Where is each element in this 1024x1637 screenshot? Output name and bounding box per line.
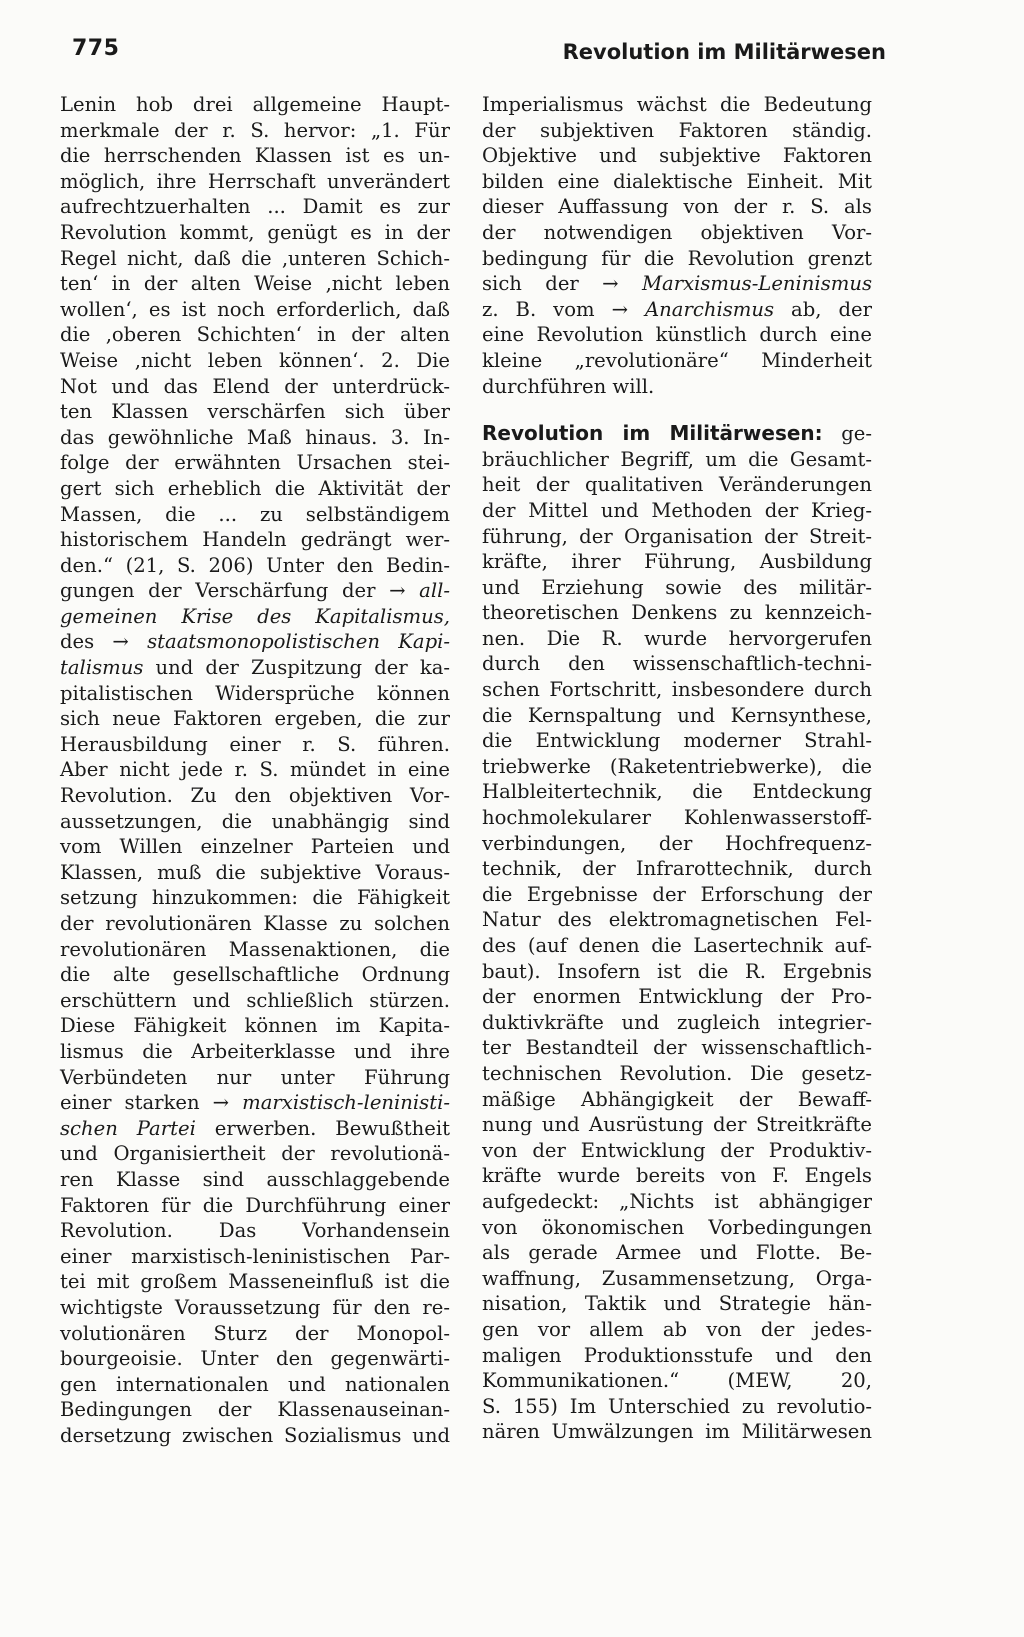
text-line: folge der erwähnten Ursachen stei- (60, 451, 450, 475)
text-line: aufgedeckt: „Nichts ist abhängiger (482, 1189, 872, 1213)
text-line (60, 604, 450, 630)
text-line: ten‘ in der alten Weise ‚nicht leben (60, 272, 450, 296)
text-line: ten Klassen verschärfen sich über (60, 400, 450, 424)
text-line: ter Bestandteil der wissenschaftlich- (482, 1036, 872, 1060)
text-line: Bedingungen der Klassenauseinan- (60, 1398, 450, 1422)
text-line: bedingung für die Revolution grenzt (482, 246, 872, 270)
text-line: duktivkräfte und zugleich integrier- (482, 1010, 872, 1034)
text-line: die Entwicklung moderner Strahl- (482, 729, 872, 753)
cross-reference: staatsmonopolistischen Kapi- (147, 630, 450, 654)
text-line: von ökonomischen Vorbedingungen (482, 1215, 872, 1239)
text-line: Kommunikationen.“ (MEW, 20, (482, 1369, 872, 1393)
text-line: durch den wissenschaftlich-techni- (482, 652, 872, 676)
text-line: die ‚oberen Schichten‘ in der alten (60, 323, 450, 347)
text-line: heit der qualitativen Veränderungen (482, 473, 872, 497)
text-line: mäßige Abhängigkeit der Bewaff- (482, 1087, 872, 1111)
text-line: baut). Insofern ist die R. Ergebnis (482, 959, 872, 983)
entry-first-line-rest: ge- (841, 422, 872, 446)
cross-reference: talismus (60, 656, 144, 680)
text-line: die Kernspaltung und Kernsynthese, (482, 703, 872, 727)
text-line: hochmolekularer Kohlenwasserstoff- (482, 806, 872, 830)
text-line: Revolution kommt, genügt es in der (60, 220, 450, 244)
text-line: kräfte, ihrer Führung, Ausbildung (482, 550, 872, 574)
running-head: Revolution im Militärwesen (562, 40, 886, 64)
text-line: Regel nicht, daß die ‚unteren Schich- (60, 246, 450, 270)
text-line: wollen‘, es ist noch erforderlich, daß (60, 297, 450, 321)
text-line: sich der → Marxismus-Leninismus (482, 272, 872, 296)
text-line: der subjektiven Faktoren ständig. (482, 118, 872, 142)
text-line: tei mit großem Masseneinfluß ist die (60, 1270, 450, 1294)
text-line: Massen, die ... zu selbständigem (60, 502, 450, 526)
cross-reference: gemeinen Krise des Kapitalismus, (60, 604, 450, 628)
text-line: talismus und der Zuspitzung der ka- (60, 656, 450, 680)
text-line: Aber nicht jede r. S. mündet in eine (60, 758, 450, 782)
text-line: das gewöhnliche Maß hinaus. 3. In- (60, 425, 450, 449)
text-line: erschüttern und schließlich stürzen. (60, 988, 450, 1012)
text-line: der enormen Entwicklung der Pro- (482, 985, 872, 1009)
text-line: einer starken → marxistisch-leninisti- (60, 1091, 450, 1115)
text-line: Verbündeten nur unter Führung (60, 1065, 450, 1089)
text-line: die Ergebnisse der Erforschung der (482, 882, 872, 906)
text-line: die herrschenden Klassen ist es un- (60, 144, 450, 168)
text-line: lismus die Arbeiterklasse und ihre (60, 1039, 450, 1063)
text-line: Klassen, muß die subjektive Voraus- (60, 860, 450, 884)
text-line: Weise ‚nicht leben können‘. 2. Die (60, 348, 450, 372)
text-line: Faktoren für die Durchführung einer (60, 1193, 450, 1217)
text-line: waffnung, Zusammensetzung, Orga- (482, 1266, 872, 1290)
text-line: Not und das Elend der unterdrück- (60, 374, 450, 398)
text-line: maligen Produktionsstufe und den (482, 1343, 872, 1367)
text-line: Natur des elektromagnetischen Fel- (482, 908, 872, 932)
text-line: dieser Auffassung von der r. S. als (482, 195, 872, 219)
text-line: eine Revolution künstlich durch eine (482, 323, 872, 347)
text-line: triebwerke (Raketentriebwerke), die (482, 754, 872, 778)
text-line: theoretischen Denkens zu kennzeich- (482, 601, 872, 625)
text-line: und Organisiertheit der revolutionä- (60, 1142, 450, 1166)
text-line: der notwendigen objektiven Vor- (482, 220, 872, 244)
cross-reference: all- (419, 579, 450, 603)
text-line: gungen der Verschärfung der → all- (60, 579, 450, 603)
paragraph-gap (482, 399, 872, 421)
text-line: der Mittel und Methoden der Krieg- (482, 498, 872, 522)
cross-reference: schen Partei (60, 1116, 196, 1140)
text-line: nung und Ausrüstung der Streitkräfte (482, 1113, 872, 1137)
text-line: Herausbildung einer r. S. führen. (60, 732, 450, 756)
text-line: z. B. vom → Anarchismus ab, der (482, 297, 872, 321)
text-line: führung, der Organisation der Streit- (482, 524, 872, 548)
text-line: kräfte wurde bereits von F. Engels (482, 1164, 872, 1188)
text-line: verbindungen, der Hochfrequenz- (482, 831, 872, 855)
text-line: und Erziehung sowie des militär- (482, 575, 872, 599)
text-line: schen Partei erwerben. Bewußtheit (60, 1116, 450, 1140)
text-line: Lenin hob drei allgemeine Haupt- (60, 93, 450, 116)
text-line: den.“ (21, S. 206) Unter den Bedin- (60, 553, 450, 577)
right-column (482, 92, 872, 1445)
text-line: bräuchlicher Begriff, um die Gesamt- (482, 447, 872, 471)
text-line: S. 155) Im Unterschied zu revolutio- (482, 1394, 872, 1418)
text-line: setzung hinzukommen: die Fähigkeit (60, 886, 450, 910)
text-line: Diese Fähigkeit können im Kapita- (60, 1014, 450, 1038)
text-line: Halbleitertechnik, die Entdeckung (482, 780, 872, 804)
entry-body (482, 447, 872, 1445)
text-line: des (auf denen die Lasertechnik auf- (482, 934, 872, 957)
text-line: merkmale der r. S. hervor: „1. Für (60, 118, 450, 142)
text-line: nen. Die R. wurde hervorgerufen (482, 626, 872, 650)
text-line: pitalistischen Widersprüche können (60, 681, 450, 705)
text-line: Imperialismus wächst die Bedeutung (482, 93, 872, 116)
text-line: nären Umwälzungen im Militärwesen (482, 1420, 872, 1444)
entry-first-line (482, 421, 872, 447)
text-line: nisation, Taktik und Strategie hän- (482, 1292, 872, 1316)
page-number: 775 (72, 36, 120, 61)
text-line: aufrechtzuerhalten ... Damit es zur (60, 195, 450, 219)
text-line: Objektive und subjektive Faktoren (482, 144, 872, 168)
text-line: Revolution. Zu den objektiven Vor- (60, 784, 450, 808)
text-line: gert sich erheblich die Aktivität der (60, 476, 450, 500)
text-line: revolutionären Massenaktionen, die (60, 937, 450, 961)
text-line: dersetzung zwischen Sozialismus und (60, 1423, 450, 1447)
text-line: wichtigste Voraussetzung für den re- (60, 1295, 450, 1319)
text-line: gen vor allem ab von der jedes- (482, 1317, 872, 1341)
cross-reference: Anarchismus (645, 297, 775, 321)
text-line: der revolutionären Klasse zu solchen (60, 912, 450, 935)
text-line: bilden eine dialektische Einheit. Mit (482, 169, 872, 193)
text-line: technischen Revolution. Die gesetz- (482, 1061, 872, 1085)
dictionary-entry (482, 421, 872, 1445)
text-line: möglich, ihre Herrschaft unverändert (60, 169, 450, 193)
text-line: Revolution. Das Vorhandensein (60, 1219, 450, 1243)
text-line: vom Willen einzelner Parteien und (60, 835, 450, 859)
text-line: schen Fortschritt, insbesondere durch (482, 678, 872, 702)
text-line: historischem Handeln gedrängt wer- (60, 528, 450, 552)
text-line: als gerade Armee und Flotte. Be- (482, 1241, 872, 1265)
text-line: kleine „revolutionäre“ Minderheit (482, 348, 872, 372)
text-line: durchführen will. (482, 374, 655, 398)
text-line: aussetzungen, die unabhängig sind (60, 809, 450, 833)
text-line: von der Entwicklung der Produktiv- (482, 1138, 872, 1162)
text-line: sich neue Faktoren ergeben, die zur (60, 707, 450, 731)
right-column-continuation (482, 92, 872, 399)
text-line: bourgeoisie. Unter den gegenwärti- (60, 1347, 450, 1371)
text-line: technik, der Infrarottechnik, durch (482, 857, 872, 881)
text-line: des → staatsmonopolistischen Kapi- (60, 630, 450, 654)
entry-title: Revolution im Militärwesen: (482, 421, 823, 446)
cross-reference: marxistisch-leninisti- (242, 1091, 450, 1115)
text-line: die alte gesellschaftliche Ordnung (60, 963, 450, 987)
text-line: gen internationalen und nationalen (60, 1372, 450, 1396)
text-line: einer marxistisch-leninistischen Par- (60, 1244, 450, 1268)
cross-reference: Marxismus-Leninismus (641, 272, 872, 296)
text-line: ren Klasse sind ausschlaggebende (60, 1167, 450, 1191)
text-line: volutionären Sturz der Monopol- (60, 1321, 450, 1345)
left-column (60, 92, 450, 1448)
